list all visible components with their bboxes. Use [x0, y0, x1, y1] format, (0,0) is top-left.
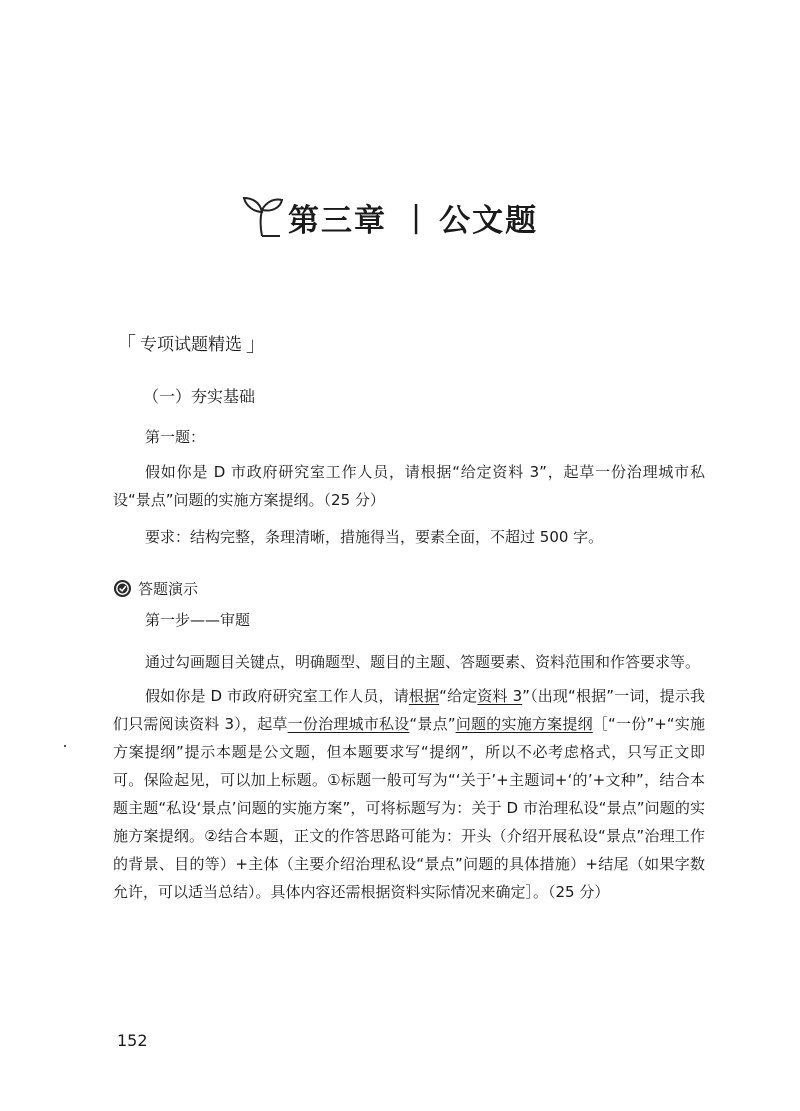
chapter-separator: |	[411, 199, 422, 235]
sprout-icon	[240, 192, 286, 242]
para2-text-a: 假如你是 D 市政府研究室工作人员，请	[145, 687, 409, 705]
para2-underline-3: 一份治理城市私设	[287, 715, 410, 733]
question-body: 假如你是 D 市政府研究室工作人员，请根据“给定资料 3”，起草一份治理城市私设“景点”问题的实施方案提纲。（25 分）	[113, 463, 705, 509]
chapter-title	[240, 192, 538, 242]
margin-mark	[64, 745, 66, 747]
para2-text-d: “景点”	[409, 715, 456, 733]
para2-text-c: ”（出现“根据”一词，提示我们只需阅读资料 3），起草	[113, 687, 705, 733]
answer-heading	[113, 578, 198, 599]
section-title: 专项试题精选	[140, 335, 242, 355]
para2-underline-1: 根据	[408, 687, 440, 705]
para2-text-b: “给定	[439, 687, 478, 705]
para2-underline-2: 资料 3	[477, 687, 523, 705]
chapter-name: 公文题	[439, 202, 539, 239]
question-requirement: 要求：结构完整，条理清晰，措施得当，要素全面，不超过 500 字。	[145, 528, 604, 546]
para2-text-e: ［“一份”+“实施方案提纲”提示本题是公文题，但本题要求写“提纲”，所以不必考虑格式，只写正文即可。保险起见，可以加上标题。①标题一般可写为“‘关于’+主题词+‘的’+文种”，结合本题主题“私设‘景点’问题的实施方案”，可将标题写为：关于 D 市治理私设“景点”问题的实施方案提纲。②结合本题，正文的作答思路可能为：开头（介绍开展私设“景点”治理工作的背景、目的等）+主体（主要介绍治理私设“景点”问题的具体措施）+结尾（如果字数允许，可以适当总结）。具体内容还需根据资料实际情况来确定］。（25 分）	[113, 715, 705, 901]
answer-paragraph-2	[113, 682, 705, 906]
para2-underline-4: 问题的实施方案提纲	[455, 715, 593, 733]
answer-heading-text: 答题演示	[138, 580, 199, 598]
step-heading: 第一步——审题	[145, 611, 251, 629]
answer-badge-icon	[113, 579, 132, 598]
question-label: 第一题：	[145, 428, 206, 446]
chapter-number: 第三章	[288, 202, 387, 239]
question-block	[113, 458, 705, 551]
section-bracket-right: 」	[246, 332, 266, 356]
subsection-title: （一）夯实基础	[143, 387, 256, 406]
answer-paragraph-1: 通过勾画题目关键点，明确题型、题目的主题、答题要素、资料范围和作答要求等。	[145, 653, 701, 671]
page-number: 152	[117, 1031, 148, 1050]
section-bracket-left: 「	[116, 332, 136, 356]
section-heading	[112, 328, 270, 357]
answer-block	[113, 648, 705, 906]
